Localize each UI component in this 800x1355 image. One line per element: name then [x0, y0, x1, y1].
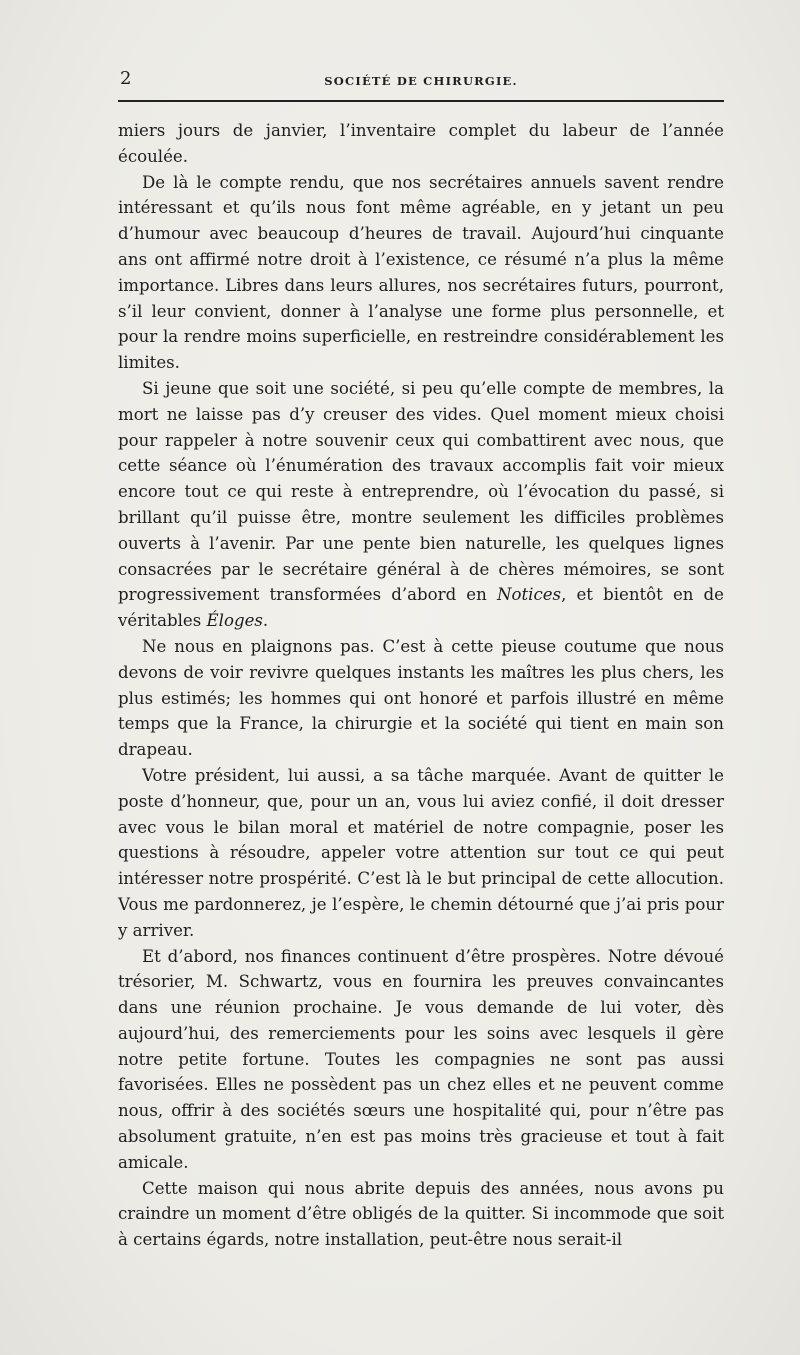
- paragraph-3-text: Si jeune que soit une société, si peu qu’elle compte de membres, la mort ne laisse pas d’y creuser des vides. Quel moment mieux choisi pour rappeler à notre souvenir ceux qui combattirent avec nous, que cette séance où l’énumération des travaux accomplis fait voir mieux encore tout ce qui reste à entreprendre, où l’évocation du passé, si brillant qu’il puisse être, montre seulement les difficiles problèmes ouverts à l’avenir. Par une pente bien naturelle, les quelques lignes consacrées par le secrétaire général à de chères mémoires, se sont progressivement transformées d’abord en: [118, 378, 724, 605]
- italic-eloges: Éloges: [206, 611, 263, 631]
- paragraph-3-end: .: [262, 611, 269, 631]
- paragraph-3: [118, 376, 724, 634]
- running-head: SOCIÉTÉ DE CHIRURGIE.: [324, 74, 518, 88]
- body-text: [118, 118, 724, 1253]
- header-rule: [118, 100, 724, 102]
- paragraph-4: Ne nous en plaignons pas. C’est à cette pieuse coutume que nous devons de voir revivre quelques instants les maîtres les plus chers, les plus estimés; les hommes qui ont honoré et parfois illustré en même temps que la France, la chirurgie et la société qui tient en main son drapeau.: [118, 636, 724, 760]
- paragraph-1: miers jours de janvier, l’inventaire complet du labeur de l’année écoulée.: [118, 121, 724, 166]
- paragraph-3-middle: , et bientôt en de véritables: [118, 585, 725, 631]
- paragraph-2: De là le compte rendu, que nos secrétaires annuels savent rendre intéressant et qu’ils nous font même agréable, en y jetant un peu d’humour avec beaucoup d’heures de travail. Aujourd’hui cinquante ans ont affirmé notre droit à l’existence, ce résumé n’a plus la même importance. Libres dans leurs allures, nos secrétaires futurs, pourront, s’il leur convient, donner à l’analyse une forme plus personnelle, et pour la rendre moins superficielle, en restreindre considérablement les limites.: [118, 172, 724, 373]
- paragraph-6: Et d’abord, nos finances continuent d’être prospères. Notre dévoué trésorier, M. Schwartz, vous en fournira les preuves convaincantes dans une réunion prochaine. Je vous demande de lui voter, dès aujourd’hui, des remerciements pour les soins avec lesquels il gère notre petite fortune. Toutes les compagnies ne sont pas aussi favorisées. Elles ne possèdent pas un chez elles et ne peuvent comme nous, offrir à des sociétés sœurs une hospitalité qui, pour n’être pas absolument gratuite, n’en est pas moins très gracieuse et tout à fait amicale.: [118, 946, 724, 1172]
- italic-notices: Notices: [496, 585, 562, 605]
- page-header: [118, 66, 724, 92]
- paragraph-7: Cette maison qui nous abrite depuis des années, nous avons pu craindre un moment d’être obligés de la quitter. Si incommode que soit à certains égards, notre installation, peut-être nous serait-il: [118, 1178, 724, 1250]
- page-number: 2: [120, 68, 132, 89]
- paragraph-5: Votre président, lui aussi, a sa tâche marquée. Avant de quitter le poste d’honneur, que, pour un an, vous lui aviez confié, il doit dresser avec vous le bilan moral et matériel de notre compagnie, poser les questions à résoudre, appeler votre attention sur tout ce qui peut intéresser notre prospérité. C’est là le but principal de cette allocution. Vous me pardonnerez, je l’espère, le chemin détourné que j’ai pris pour y arriver.: [118, 765, 724, 940]
